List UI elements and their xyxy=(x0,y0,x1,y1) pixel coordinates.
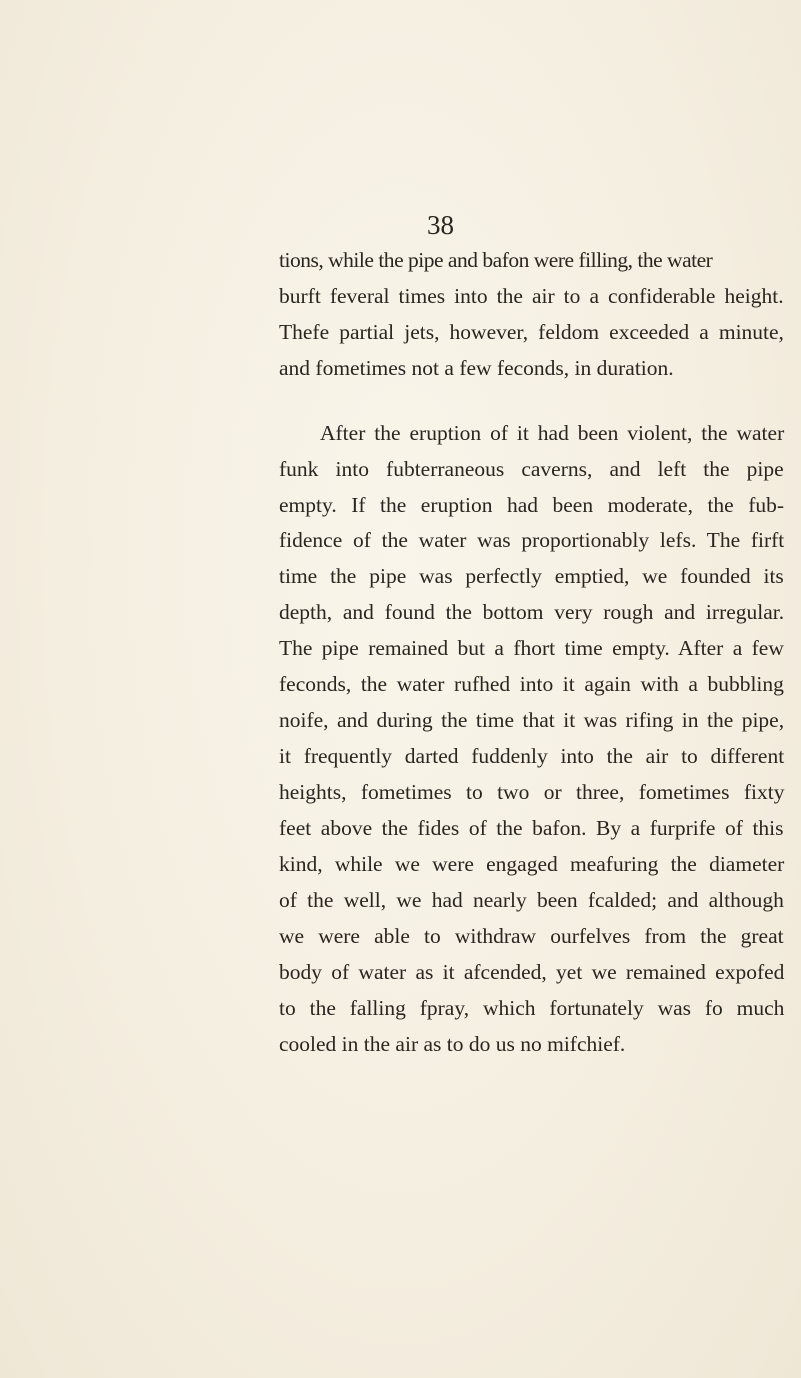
text-line: After the eruption of it had been violent, the water xyxy=(320,421,785,445)
text-line: empty. If the eruption had been moderate, the fub- xyxy=(279,493,785,517)
text-line: and fometimes not a few feconds, in duration. xyxy=(279,356,674,380)
text-line: kind, while we were engaged meafuring the diameter xyxy=(279,852,785,876)
text-line: of the well, we had nearly been fcalded; and although xyxy=(279,888,784,912)
text-line: we were able to withdraw ourfelves from the great xyxy=(279,924,784,948)
text-line: feconds, the water rufhed into it again with a bubbling xyxy=(279,672,784,696)
text-line: fidence of the water was proportionably lefs. The firft xyxy=(279,528,785,552)
text-line: Thefe partial jets, however, feldom exceeded a minute, xyxy=(279,320,784,344)
text-line: depth, and found the bottom very rough and irregular. xyxy=(279,600,785,624)
text-line: to the falling fpray, which fortunately was fo much xyxy=(279,996,785,1020)
text-line: body of water as it afcended, yet we remained expofed xyxy=(279,960,785,984)
text-line: cooled in the air as to do us no mifchief. xyxy=(279,1032,626,1056)
text-line: tions, while the pipe and bafon were filling, the water xyxy=(279,248,713,272)
text-line: noife, and during the time that it was rifing in the pipe, xyxy=(279,708,785,732)
text-line: it frequently darted fuddenly into the air to different xyxy=(279,744,785,768)
text-line: The pipe remained but a fhort time empty. After a few xyxy=(279,636,784,660)
page-number: 38 xyxy=(427,210,454,240)
text-line: time the pipe was perfectly emptied, we founded its xyxy=(279,564,784,588)
text-line: burft feveral times into the air to a confiderable height. xyxy=(279,284,784,308)
text-line: feet above the fides of the bafon. By a furprife of this xyxy=(279,816,784,840)
text-line: heights, fometimes to two or three, fometimes fixty xyxy=(279,780,785,804)
text-line: funk into fubterraneous caverns, and left the pipe xyxy=(279,457,784,481)
